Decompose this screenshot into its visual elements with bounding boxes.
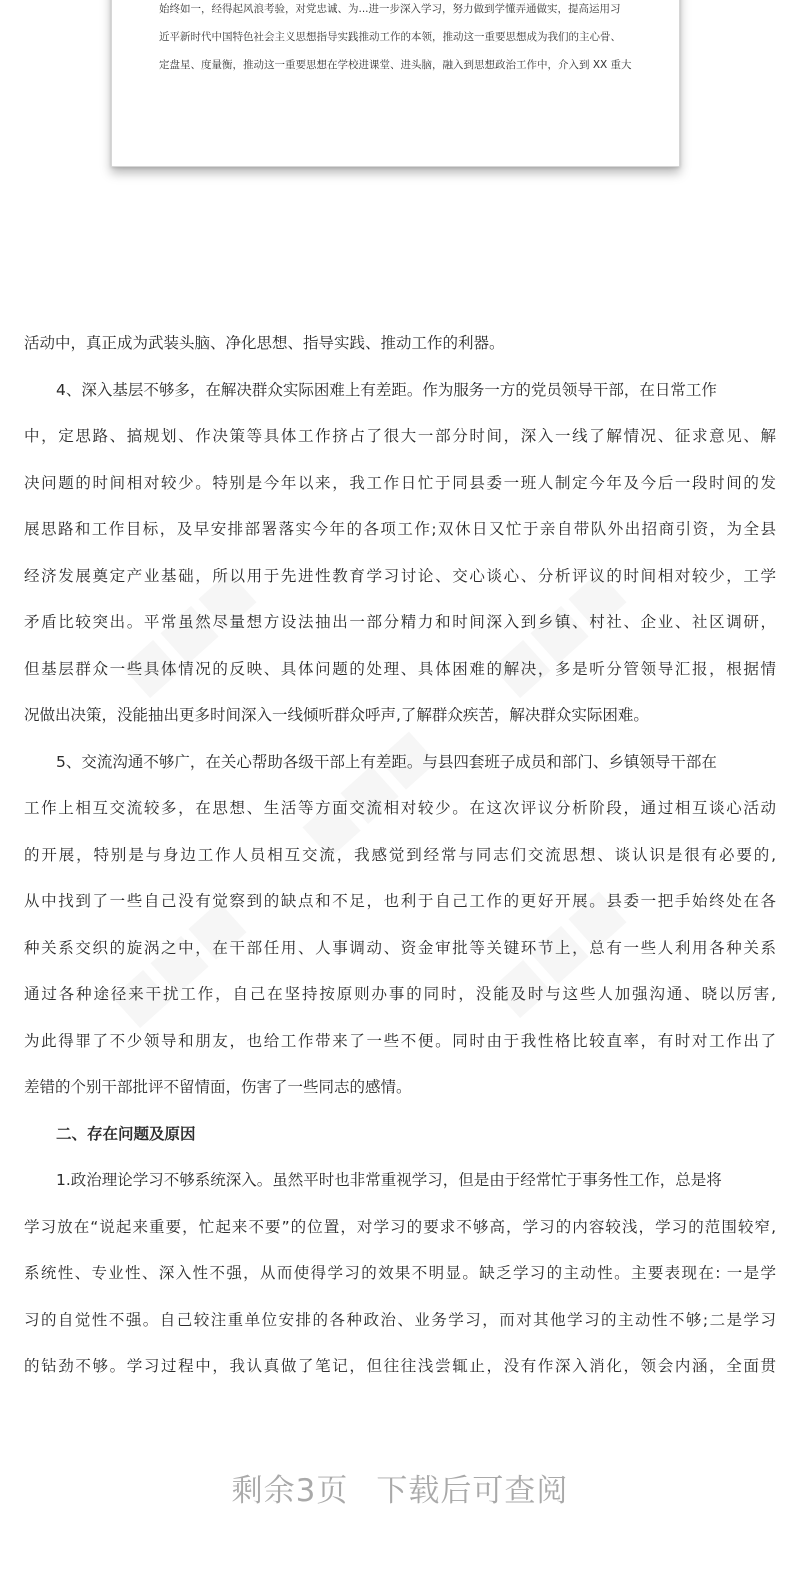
paragraph-line: 种关系交织的旋涡之中，在干部任用、人事调动、资金审批等关键环节上，总有一些人利用各种关系 xyxy=(24,938,776,957)
paragraph-line: 矛盾比较突出。平常虽然尽量想方设法抽出一部分精力和时间深入到乡镇、村社、企业、社区调研， xyxy=(24,613,776,631)
paragraph-line: 4、深入基层不够多，在解决群众实际困难上有差距。作为服务一方的党员领导干部，在日常工作 xyxy=(56,380,717,399)
paragraph-line: 从中找到了一些自己没有觉察到的缺点和不足，也利于自己工作的更好开展。县委一把手始终处在各 xyxy=(24,892,776,910)
paragraph-line: 况做出决策，没能抽出更多时间深入一线倾听群众呼声,了解群众疾苦，解决群众实际困难。 xyxy=(24,706,649,724)
section-heading: 二、存在问题及原因 xyxy=(56,1124,196,1143)
paragraph-line: 的开展，特别是与身边工作人员相互交流，我感觉到经常与同志们交流思想、谈认识是很有必要的, xyxy=(24,845,776,864)
download-to-view-label: 下载后可查阅 xyxy=(376,1473,569,1509)
preview-line: 始终如一，经得起风浪考验，对党忠诚、为...进一步深入学习，努力做到学懂弄通做实，提高运用习 xyxy=(159,3,621,15)
paragraph-line: 5、交流沟通不够广，在关心帮助各级干部上有差距。与县四套班子成员和部门、乡镇领导干部在 xyxy=(56,752,717,771)
paragraph-line: 通过各种途径来干扰工作，自己在坚持按原则办事的同时，没能及时与这些人加强沟通、晓以厉害, xyxy=(24,985,776,1003)
paragraph-line: 经济发展奠定产业基础，所以用于先进性教育学习讨论、交心谈心、分析评议的时间相对较少，工学 xyxy=(24,566,776,585)
document-body xyxy=(24,320,776,1390)
paragraph-line: 中，定思路、搞规划、作决策等具体工作挤占了很大一部分时间，深入一线了解情况、征求意见、解 xyxy=(24,427,776,445)
paragraph-line: 系统性、专业性、深入性不强，从而使得学习的效果不明显。缺乏学习的主动性。主要表现在: 一是学 xyxy=(24,1264,776,1282)
paragraph-line: 展思路和工作目标，及早安排部署落实今年的各项工作;双休日又忙于亲自带队外出招商引资，为全县 xyxy=(24,520,776,538)
paragraph-line: 的钻劲不够。学习过程中，我认真做了笔记，但往往浅尝辄止，没有作深入消化，领会内涵，全面贯 xyxy=(24,1357,776,1375)
document-preview-card xyxy=(111,0,680,167)
paragraph-line: 活动中，真正成为武装头脑、净化思想、指导实践、推动工作的利器。 xyxy=(24,334,505,352)
paragraph-line: 学习放在“说起来重要，忙起来不要”的位置，对学习的要求不够高，学习的内容较浅，学习的范围较窄, xyxy=(24,1217,776,1236)
paragraph-line: 但基层群众一些具体情况的反映、具体问题的处理、具体困难的解决，多是听分管领导汇报，根据情 xyxy=(24,659,776,678)
preview-line: 定盘星、度量衡，推动这一重要思想在学校进课堂、进头脑，融入到思想政治工作中，介入到 XX 重大 xyxy=(159,59,632,71)
paragraph-line: 决问题的时间相对较少。特别是今年以来，我工作日忙于同县委一班人制定今年及今后一段时间的发 xyxy=(24,473,776,492)
preview-line: 近平新时代中国特色社会主义思想指导实践推动工作的本领，推动这一重要思想成为我们的主心骨、 xyxy=(159,31,621,43)
remaining-pages-label: 剩余3页 xyxy=(231,1473,349,1509)
paragraph-line: 差错的个别干部批评不留情面，伤害了一些同志的感情。 xyxy=(24,1078,412,1096)
paragraph-line: 1.政治理论学习不够系统深入。虽然平时也非常重视学习，但是由于经常忙于事务性工作，总是将 xyxy=(56,1171,722,1189)
paragraph-line: 工作上相互交流较多，在思想、生活等方面交流相对较少。在这次评议分析阶段，通过相互谈心活动 xyxy=(24,799,776,817)
paragraph-line: 习的自觉性不强。自己较注重单位安排的各种政治、业务学习，而对其他学习的主动性不够;二是学习 xyxy=(24,1310,776,1329)
paragraph-line: 为此得罪了不少领导和朋友，也给工作带来了一些不便。同时由于我性格比较直率，有时对工作出了 xyxy=(24,1031,776,1050)
remaining-pages-banner[interactable] xyxy=(0,1470,800,1512)
